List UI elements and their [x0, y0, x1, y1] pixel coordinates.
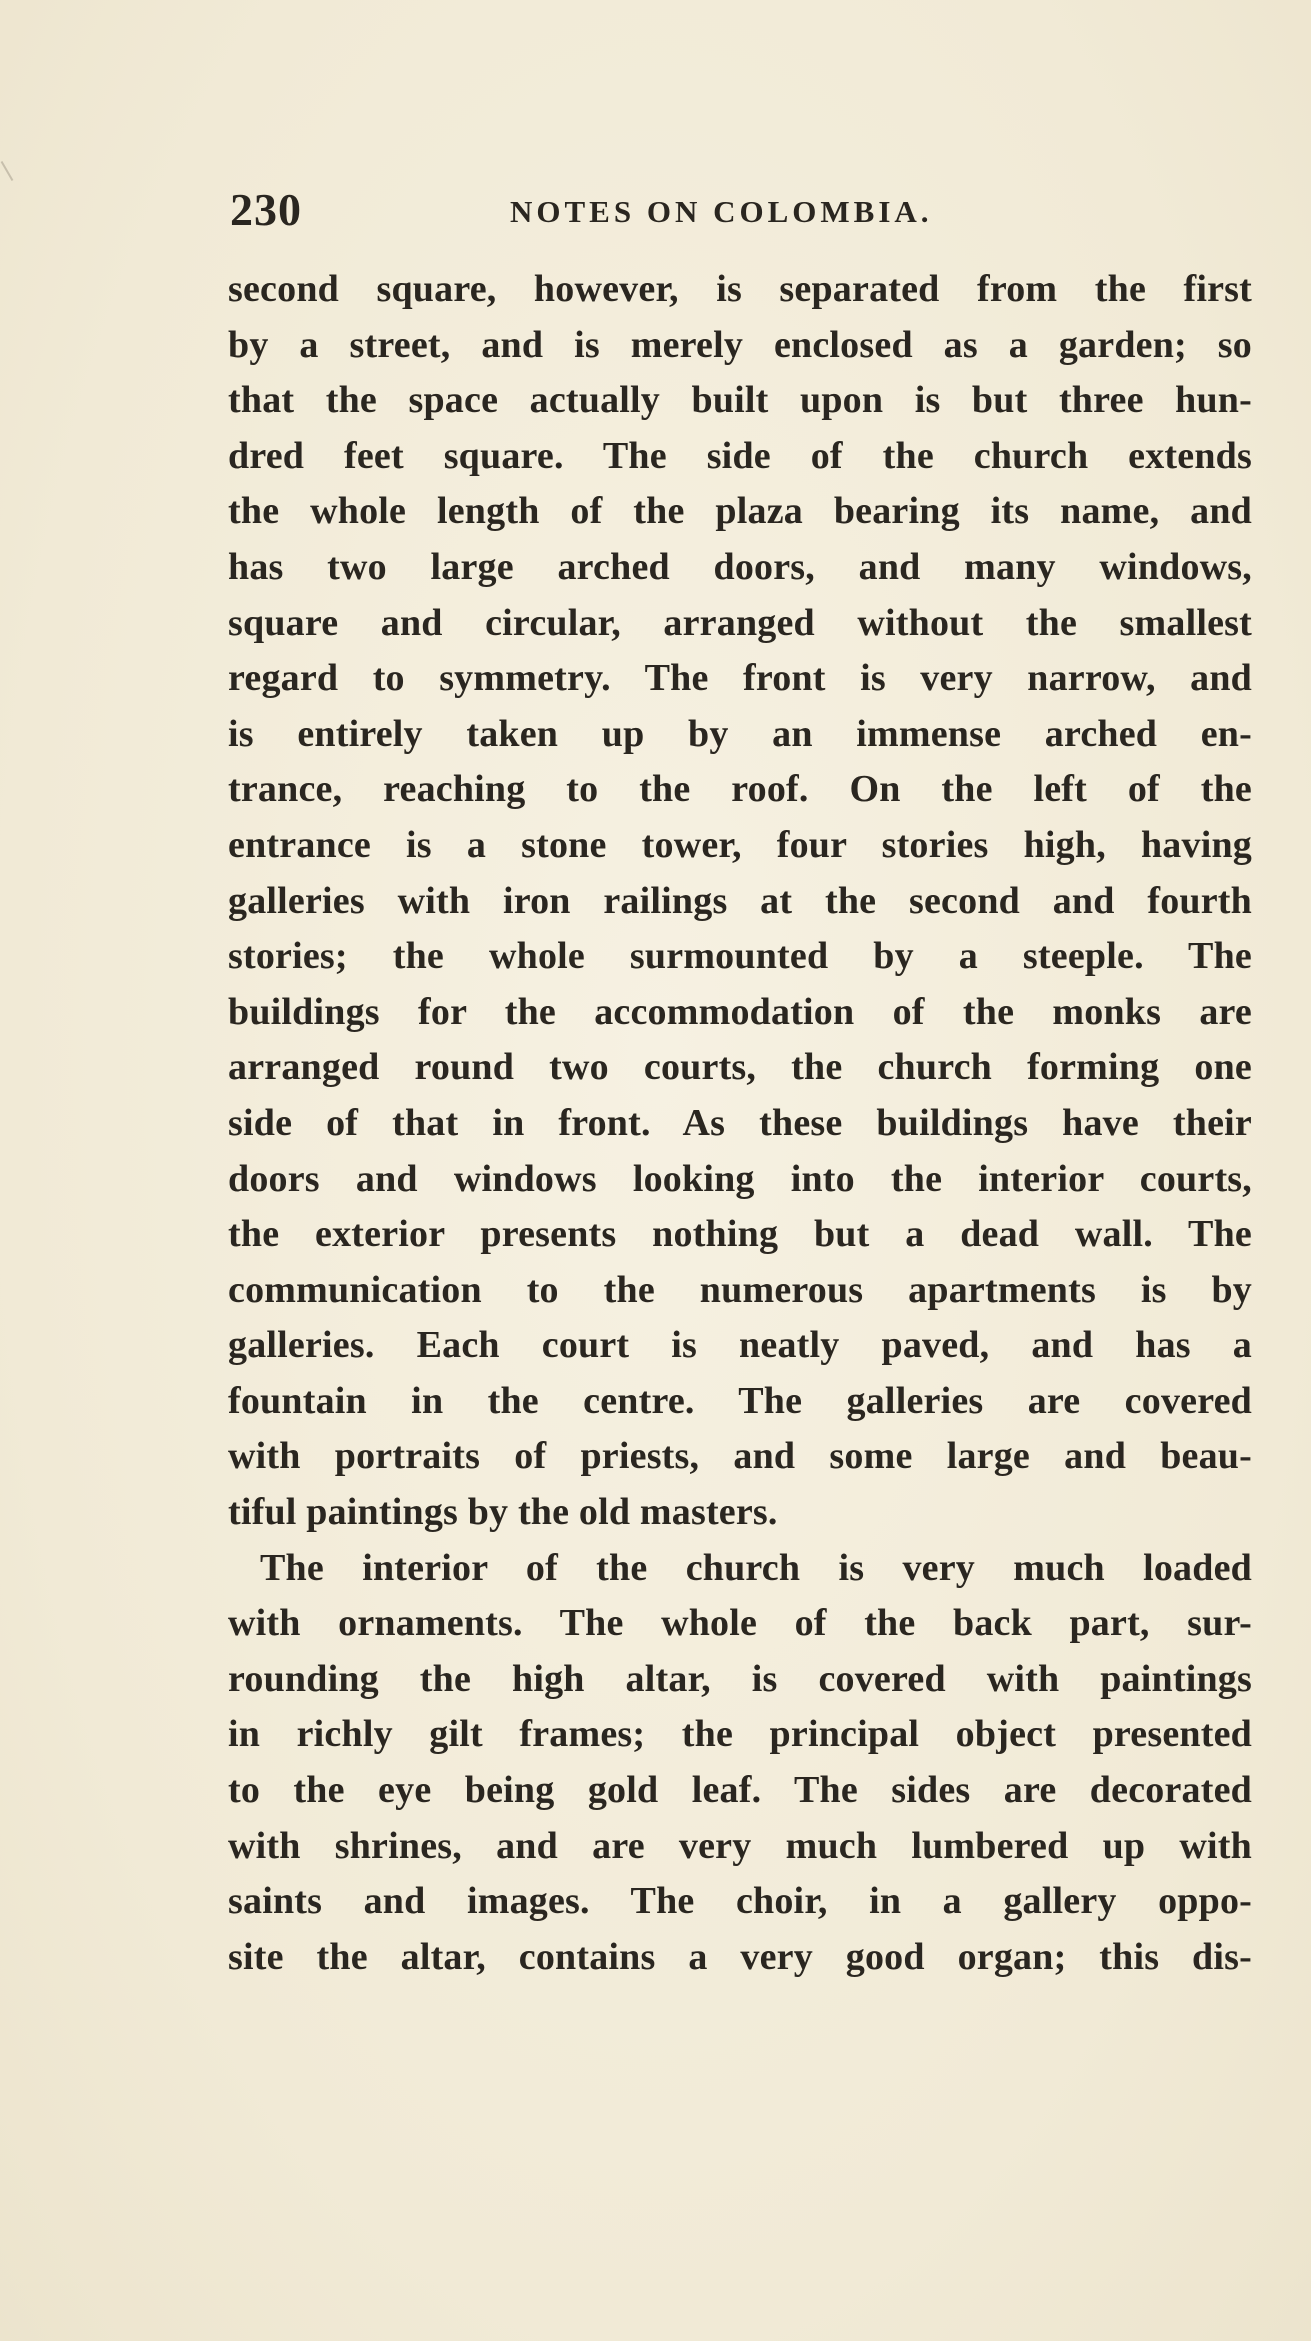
text-line: that the space actually built upon is but three hun- [228, 379, 1252, 422]
text-line: with shrines, and are very much lumbered up with [228, 1824, 1252, 1867]
text-line: communication to the numerous apartments is by [228, 1268, 1252, 1311]
text-line: the exterior presents nothing but a dead wall. The [228, 1213, 1252, 1256]
text-line: trance, reaching to the roof. On the left of the [228, 768, 1252, 811]
text-line: rounding the high altar, is covered with paintings [228, 1657, 1252, 1700]
text-line: entrance is a stone tower, four stories high, having [228, 823, 1252, 866]
page-number: 230 [230, 184, 302, 235]
text-line: site the altar, contains a very good organ; this dis- [228, 1935, 1252, 1978]
text-line: by a street, and is merely enclosed as a garden; so [228, 323, 1252, 366]
text-line: arranged round two courts, the church forming one [228, 1046, 1252, 1089]
text-line: has two large arched doors, and many windows, [228, 545, 1252, 588]
paragraph-start-line: The interior of the church is very much loaded [260, 1546, 1252, 1589]
text-line: doors and windows looking into the interior courts, [228, 1157, 1252, 1200]
text-line: with portraits of priests, and some large and beau- [228, 1435, 1252, 1478]
text-line: is entirely taken up by an immense arched en- [228, 712, 1252, 755]
text-line: buildings for the accommodation of the monks are [228, 990, 1252, 1033]
text-line: the whole length of the plaza bearing its name, and [228, 490, 1252, 533]
body-text [228, 262, 1252, 1985]
text-line: regard to symmetry. The front is very narrow, and [228, 657, 1252, 700]
page-scuff-mark [1, 161, 14, 181]
text-line: to the eye being gold leaf. The sides are decorated [228, 1769, 1252, 1812]
paragraph-end-line: tiful paintings by the old masters. [228, 1491, 778, 1534]
text-line: square and circular, arranged without the smallest [228, 601, 1252, 644]
running-title: NOTES ON COLOMBIA. [510, 194, 933, 229]
text-line: with ornaments. The whole of the back part, sur- [228, 1602, 1252, 1645]
text-line: in richly gilt frames; the principal object presented [228, 1713, 1252, 1756]
text-line: second square, however, is separated from the first [228, 268, 1252, 310]
text-line: fountain in the centre. The galleries are covered [228, 1379, 1252, 1422]
running-head [218, 180, 1248, 240]
text-line: dred feet square. The side of the church extends [228, 434, 1252, 477]
text-line: galleries. Each court is neatly paved, and has a [228, 1324, 1252, 1367]
text-line: saints and images. The choir, in a gallery oppo- [228, 1880, 1252, 1923]
text-line: galleries with iron railings at the second and fourth [228, 879, 1252, 922]
text-line: stories; the whole surmounted by a steeple. The [228, 935, 1252, 978]
text-line: side of that in front. As these buildings have their [228, 1101, 1252, 1144]
